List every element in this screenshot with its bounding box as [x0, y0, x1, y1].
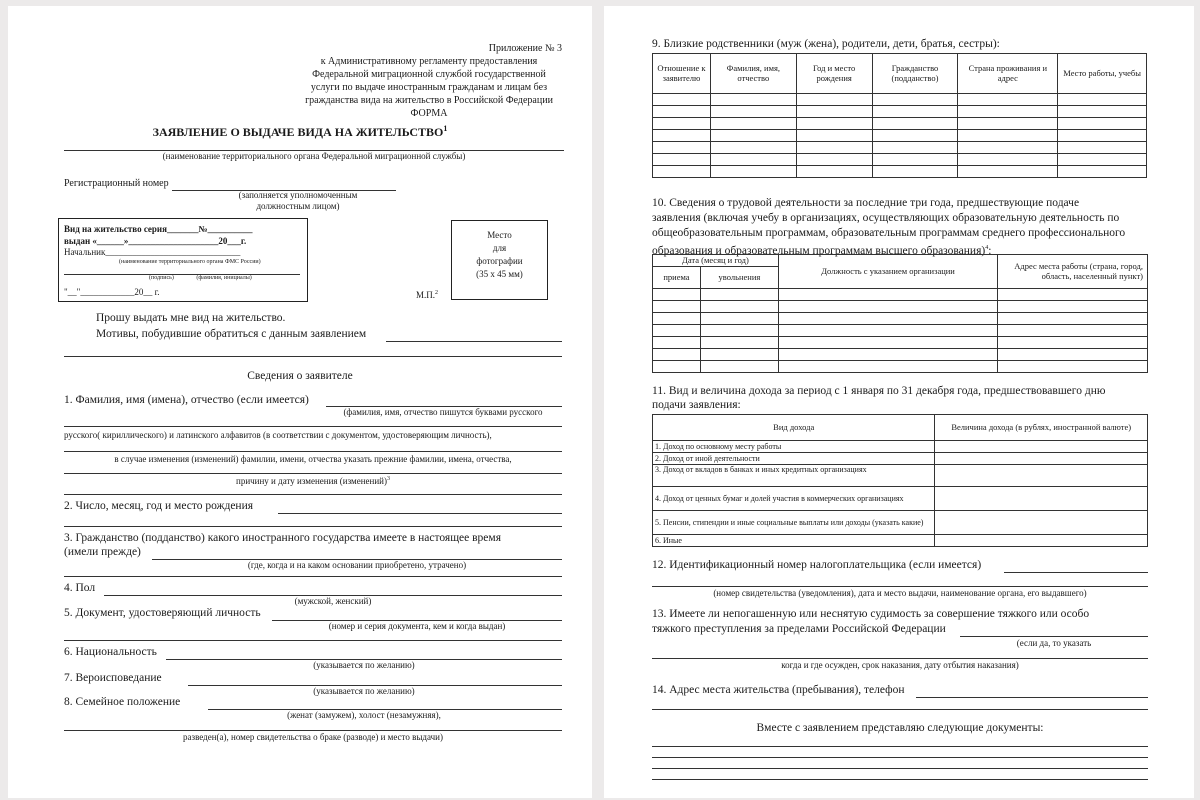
- q2-label: 2. Число, месяц, год и место рождения: [64, 500, 254, 512]
- table-row[interactable]: [653, 337, 1148, 349]
- q2-field[interactable]: [278, 513, 562, 514]
- table-row[interactable]: [653, 94, 1147, 106]
- q3-hint: (где, когда и на каком основании приобретено, утрачено): [247, 560, 467, 570]
- q1-hint-2: русского( кириллического) и латинского алфавитов (в соответствии с документом, удостоверяющим личность),: [64, 430, 492, 440]
- form-title-sup: 1: [443, 124, 448, 133]
- q5-field-2[interactable]: [64, 640, 562, 641]
- q10-line: 10. Сведения о трудовой деятельности за последние три года, предшествующие подаче: [652, 197, 1080, 209]
- table-row[interactable]: [653, 535, 1148, 547]
- form-page-1: [8, 6, 592, 798]
- table-row[interactable]: [653, 349, 1148, 361]
- table-row[interactable]: [653, 154, 1147, 166]
- work-history-table: [652, 254, 1148, 373]
- q8-field-2[interactable]: [64, 730, 562, 731]
- motives-field[interactable]: [386, 341, 562, 342]
- table-row[interactable]: [653, 313, 1148, 325]
- applicant-section-title: Сведения о заявителе: [247, 370, 353, 382]
- q14-field-2[interactable]: [652, 709, 1148, 710]
- q1-hint-4-sup: 3: [386, 476, 390, 482]
- appendix-line: услуги по выдаче иностранным гражданам и лицам без: [310, 82, 548, 93]
- photo-label-4: (35 х 45 мм): [476, 269, 523, 279]
- table-row[interactable]: [653, 325, 1148, 337]
- relatives-header: Фамилия, имя, отчество: [710, 54, 796, 94]
- table-row[interactable]: [653, 361, 1148, 373]
- q2-field-2[interactable]: [64, 526, 562, 527]
- documents-line[interactable]: [652, 746, 1148, 747]
- q13-label-1: 13. Имеете ли непогашенную или неснятую судимость за совершение тяжкого или особо: [652, 608, 1090, 620]
- work-hire-header: приема: [653, 267, 701, 289]
- q1-hint-4-text: причину и дату изменения (изменений): [236, 476, 387, 486]
- q1-hint-3: в случае изменения (изменений) фамилии, имени, отчества указать прежние фамилии, имена, отчества,: [114, 454, 512, 464]
- income-value-cell[interactable]: [935, 535, 1148, 547]
- permit-head: Начальник______________________________: [64, 247, 241, 257]
- work-position-header: Должность с указанием организации: [778, 255, 997, 289]
- income-row-label: 5. Пенсии, стипендии и иные социальные выплаты или доходы (указать какие): [653, 511, 935, 535]
- q10-line: общеобразовательным программам, образовательным программам среднего профессионального: [652, 227, 1126, 239]
- q12-hint: (номер свидетельства (уведомления), дата и место выдачи, наименование органа, его выдавшего): [713, 588, 1087, 598]
- income-type-header: Вид дохода: [653, 415, 935, 441]
- q5-label: 5. Документ, удостоверяющий личность: [64, 607, 261, 619]
- form-title: [8, 124, 592, 140]
- reg-label: Регистрационный номер: [64, 178, 169, 189]
- table-row[interactable]: [653, 130, 1147, 142]
- documents-title: Вместе с заявлением представляю следующие документы:: [756, 722, 1044, 734]
- documents-line[interactable]: [652, 768, 1148, 769]
- permit-date: "__"____________20__ г.: [64, 287, 160, 297]
- q1-field-4[interactable]: [64, 473, 562, 474]
- table-row[interactable]: [653, 166, 1147, 178]
- q13-hint-1: (если да, то указать: [1016, 638, 1092, 648]
- photo-label-3: фотографии: [476, 256, 523, 266]
- q1-label: 1. Фамилия, имя (имена), отчество (если имеется): [64, 394, 309, 406]
- seal-mark-text: М.П.: [416, 290, 436, 300]
- appendix-line: Федеральной миграционной службой государственной: [312, 69, 546, 80]
- income-table: [652, 414, 1148, 547]
- relatives-table: [652, 53, 1147, 178]
- q3-label-2: (имели прежде): [64, 546, 141, 558]
- q14-field[interactable]: [916, 697, 1148, 698]
- income-row-label: 1. Доход по основному месту работы: [653, 441, 935, 453]
- documents-line[interactable]: [652, 779, 1148, 780]
- q10-line: заявления (включая учебу в организациях, осуществляющих образовательную деятельность по: [652, 212, 1120, 224]
- q1-field-5[interactable]: [64, 494, 562, 495]
- q6-hint: (указывается по желанию): [313, 660, 415, 670]
- q12-label: 12. Идентификационный номер налогоплательщика (если имеется): [652, 559, 982, 571]
- income-row-label: 3. Доход от вкладов в банках и иных кредитных организациях: [653, 465, 935, 487]
- q3-label-1: 3. Гражданство (подданство) какого иностранного государства имеете в настоящее время: [64, 532, 501, 544]
- motives-field-2[interactable]: [64, 356, 562, 357]
- q1-hint-1: (фамилия, имя, отчество пишутся буквами русского: [343, 407, 543, 417]
- relatives-header: Место работы, учебы: [1058, 54, 1147, 94]
- form-page-2: [604, 6, 1194, 798]
- reg-hint-2: должностным лицом): [256, 201, 340, 211]
- photo-label-1: Место: [487, 230, 512, 240]
- q12-field[interactable]: [1004, 572, 1148, 573]
- appendix-line: гражданства вида на жительство в Российской Федерации: [305, 95, 553, 106]
- permit-sign-hints: (подпись) (фамилия, инициалы): [149, 275, 252, 281]
- q7-label: 7. Вероисповедание: [64, 672, 162, 684]
- q6-label: 6. Национальность: [64, 646, 157, 658]
- income-row-label: 6. Иные: [653, 535, 935, 547]
- request-text: Прошу выдать мне вид на жительство.: [96, 312, 286, 324]
- q5-hint: (номер и серия документа, кем и когда выдан): [328, 621, 506, 631]
- income-amount-header: Величина дохода (в рублях, иностранной валюте): [935, 415, 1148, 441]
- q14-label: 14. Адрес места жительства (пребывания), телефон: [652, 684, 905, 696]
- q13-hint-2: когда и где осужден, срок наказания, дату отбытия наказания): [781, 660, 1019, 670]
- q1-hint-4: [64, 476, 562, 486]
- table-row[interactable]: [653, 487, 1148, 511]
- q8-hint-2: разведен(а), номер свидетельства о браке (разводе) и место выдачи): [183, 732, 443, 742]
- income-value-cell[interactable]: [935, 441, 1148, 453]
- q13-label-2: тяжкого преступления за пределами Российской Федерации: [652, 623, 946, 635]
- appendix-lines: [294, 42, 564, 120]
- q10-line: образования и образовательным программам высшего образования): [652, 244, 986, 257]
- table-row[interactable]: [653, 511, 1148, 535]
- q1-field-2[interactable]: [64, 426, 562, 427]
- photo-box: [451, 220, 548, 300]
- relatives-header: Год и место рождения: [796, 54, 872, 94]
- q8-label: 8. Семейное положение: [64, 696, 181, 708]
- relatives-header: Страна проживания и адрес: [958, 54, 1058, 94]
- table-row[interactable]: [653, 142, 1147, 154]
- work-address-header: Адрес места работы (страна, город, область, населенный пункт): [998, 255, 1148, 289]
- documents-line[interactable]: [652, 757, 1148, 758]
- relatives-header: Гражданство (подданство): [872, 54, 958, 94]
- q1-field-3[interactable]: [64, 451, 562, 452]
- table-row[interactable]: [653, 301, 1148, 313]
- q12-field-2[interactable]: [652, 586, 1148, 587]
- seal-mark-sup: 2: [435, 290, 439, 296]
- appendix-line: ФОРМА: [410, 108, 448, 119]
- income-value-cell[interactable]: [935, 453, 1148, 465]
- q4-hint: (мужской, женский): [294, 596, 372, 606]
- table-row[interactable]: [653, 465, 1148, 487]
- appendix-line: Приложение № 3: [488, 43, 562, 54]
- motives-label: Мотивы, побудившие обратиться с данным заявлением: [96, 328, 367, 340]
- table-row[interactable]: [653, 289, 1148, 301]
- photo-label-2: для: [492, 243, 507, 253]
- table-row[interactable]: [653, 441, 1148, 453]
- appendix-line: к Административному регламенту предоставления: [320, 56, 538, 67]
- seal-mark: [416, 290, 438, 300]
- table-row[interactable]: [653, 118, 1147, 130]
- relatives-header: Отношение к заявителю: [653, 54, 711, 94]
- q4-label: 4. Пол: [64, 582, 96, 594]
- work-date-header: Дата (месяц и год): [653, 255, 779, 267]
- q13-field-2[interactable]: [652, 658, 1148, 659]
- income-value-cell[interactable]: [935, 487, 1148, 511]
- permit-series: Вид на жительство серия_______№__________: [64, 224, 253, 234]
- q3-field-2[interactable]: [64, 576, 562, 577]
- table-row[interactable]: [653, 106, 1147, 118]
- q10-sup: 4: [985, 245, 989, 251]
- q9-label: 9. Близкие родственники (муж (жена), родители, дети, братья, сестры):: [652, 38, 1000, 50]
- residence-permit-stamp-box: [58, 218, 308, 302]
- q8-hint-1: (женат (замужем), холост (незамужняя),: [287, 710, 441, 720]
- income-row-label: 2. Доход от иной деятельности: [653, 453, 935, 465]
- income-row-label: 4. Доход от ценных бумаг и долей участия в коммерческих организациях: [653, 487, 935, 511]
- q10-text: [652, 196, 1148, 259]
- work-fire-header: увольнения: [700, 267, 778, 289]
- income-value-cell[interactable]: [935, 511, 1148, 535]
- form-title-text: ЗАЯВЛЕНИЕ О ВЫДАЧЕ ВИДА НА ЖИТЕЛЬСТВО: [152, 125, 444, 139]
- q10-line-last: образования и образовательным программам высшего образования)$^4$:: [652, 244, 992, 257]
- authority-hint: (наименование территориального органа Федеральной миграционной службы): [162, 151, 466, 161]
- table-row[interactable]: [653, 453, 1148, 465]
- reg-hint-1: (заполняется уполномоченным: [238, 190, 358, 200]
- q11-label-1: 11. Вид и величина дохода за период с 1 января по 31 декабря года, предшествовавшего дню: [652, 385, 1106, 397]
- income-value-cell[interactable]: [935, 465, 1148, 487]
- appendix-block: [294, 42, 564, 120]
- permit-head-hint: (наименование территориального органа ФМС России): [119, 259, 261, 265]
- q11-label-2: подачи заявления:: [652, 399, 741, 411]
- q7-hint: (указывается по желанию): [313, 686, 415, 696]
- permit-issued: выдан «______»____________________20___г.: [64, 236, 247, 246]
- q13-field[interactable]: [960, 636, 1148, 637]
